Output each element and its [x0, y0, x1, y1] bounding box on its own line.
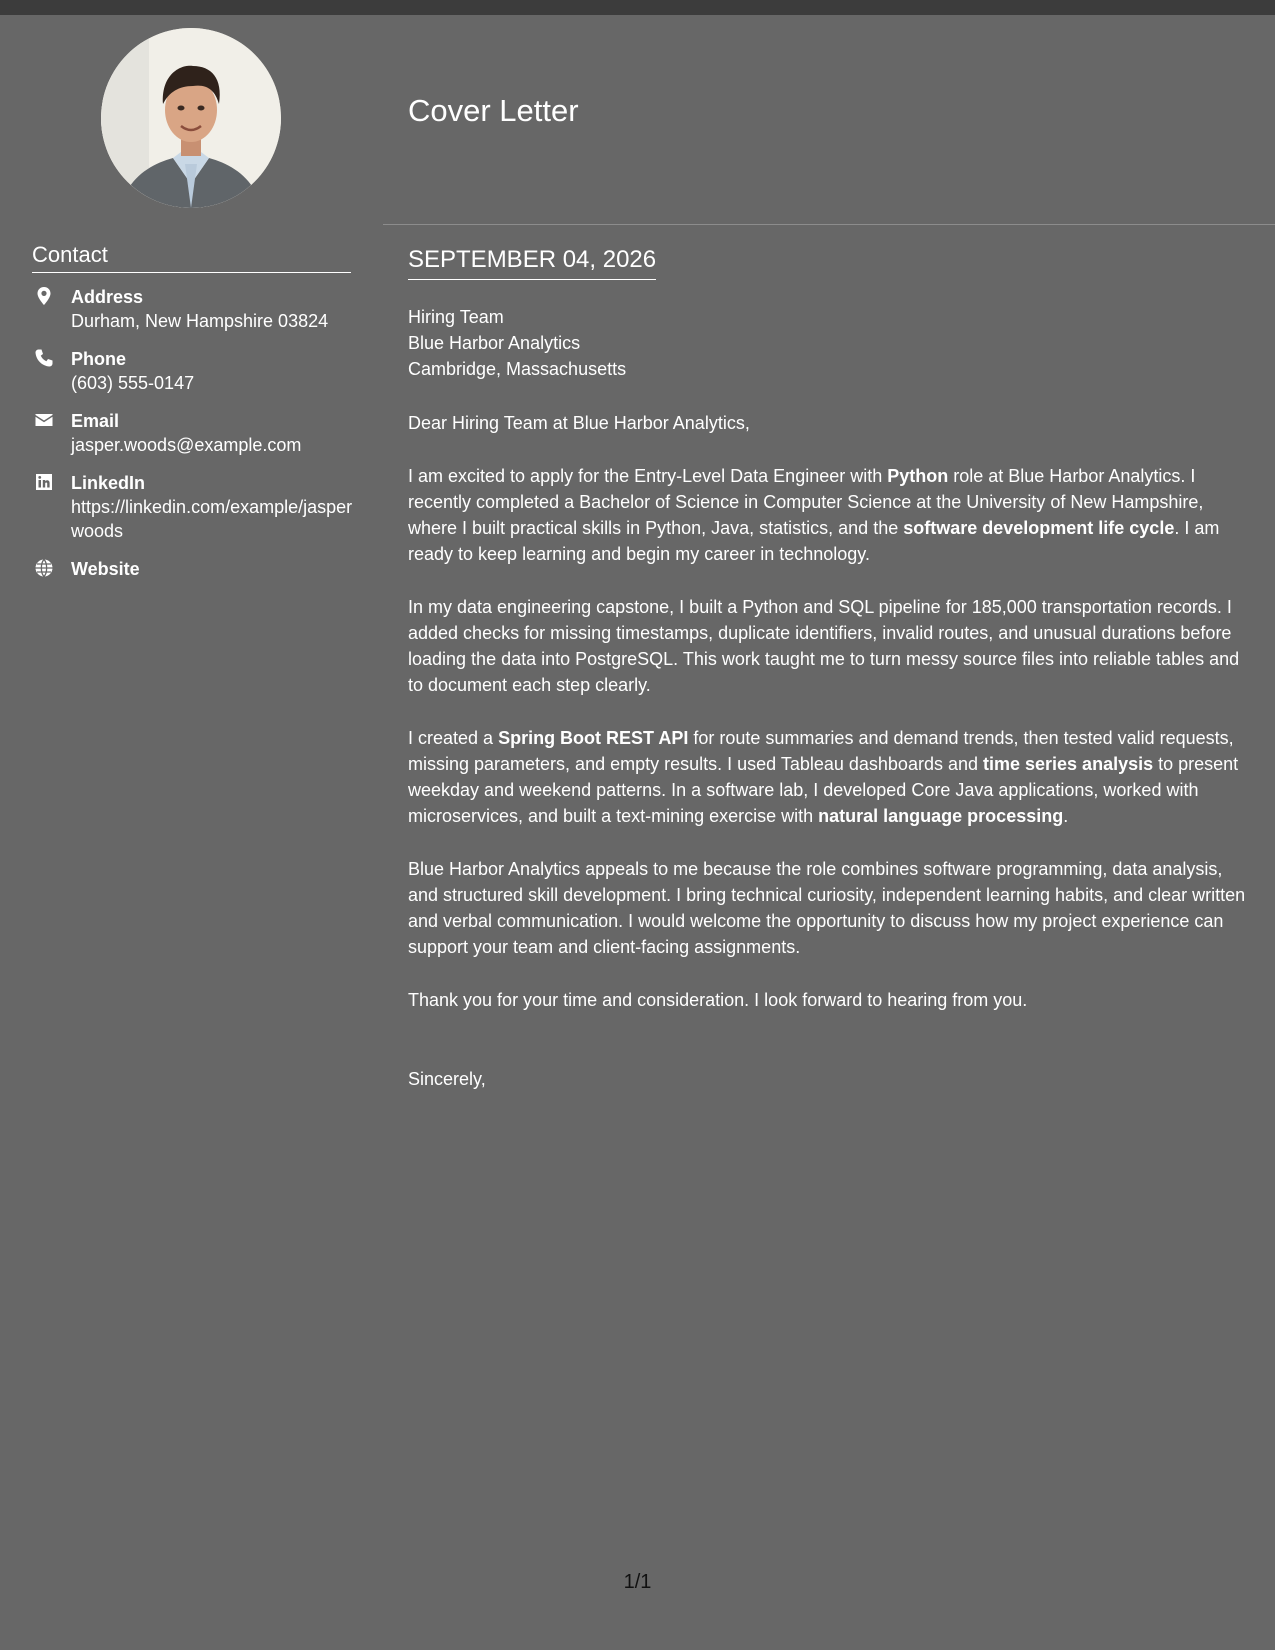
header-divider [383, 224, 1275, 225]
recipient-line: Cambridge, Massachusetts [408, 359, 627, 379]
text-run: to present weekday and weekend patterns. In a software lab, I developed Core Java applications, worked with microservices, and built a text-mining exercise with [408, 754, 1239, 826]
page-title: Cover Letter [408, 93, 579, 128]
contact-label: LinkedIn [71, 473, 146, 493]
top-bar [0, 0, 1275, 15]
text-run: . I am ready to keep learning and begin my career in technology. [408, 518, 1220, 564]
letter-body [383, 15, 1275, 1650]
contact-item-website [32, 557, 362, 581]
paragraph-motivation: Blue Harbor Analytics appeals to me because the role combines software programming, data analysis, and structured skill development. I bring technical curiosity, independent learning habits, and clear written and verbal communication. I would welcome the opportunity to discuss how my project experience can support your team and client-facing assignments. [408, 859, 1246, 957]
contact-label: Phone [71, 349, 127, 369]
closing: Sincerely, [408, 1069, 486, 1089]
bold-text: software development life cycle [903, 518, 1175, 538]
globe-icon [34, 558, 54, 578]
contact-label: Website [71, 559, 140, 579]
linkedin-icon [34, 472, 54, 492]
text-run: role at Blue Harbor Analytics. I recently completed a Bachelor of Science in Computer Science at the University of New Hampshire, where I built practical skills in Python, Java, statistics, and the [408, 466, 1204, 538]
sidebar [0, 15, 383, 1650]
contact-heading: Contact [32, 241, 351, 273]
paragraph-projects [408, 725, 1253, 829]
contact-label: Address [71, 287, 144, 307]
text-run: I am excited to apply for the Entry-Level Data Engineer with [408, 466, 888, 486]
bold-text: time series analysis [983, 754, 1154, 774]
location-pin-icon [34, 286, 54, 306]
contact-value: Durham, New Hampshire 03824 [71, 311, 329, 331]
salutation: Dear Hiring Team at Blue Harbor Analytics, [408, 413, 750, 433]
bold-text: Spring Boot REST API [498, 728, 689, 748]
avatar [101, 28, 281, 208]
contact-item-phone [32, 347, 362, 395]
page-number: 1/1 [623, 1571, 652, 1593]
contact-item-linkedin [32, 471, 362, 543]
contact-item-email [32, 409, 362, 457]
recipient-block [408, 304, 626, 382]
contact-item-address [32, 285, 362, 333]
recipient-line: Hiring Team [408, 307, 504, 327]
text-run: I created a [408, 728, 499, 748]
paragraph-capstone: In my data engineering capstone, I built a Python and SQL pipeline for 185,000 transportation records. I added checks for missing timestamps, duplicate identifiers, invalid routes, and unusual durations before loading the data into PostgreSQL. This work taught me to turn messy source files into reliable tables and to document each step clearly. [408, 597, 1240, 695]
email-link[interactable]: jasper.woods@example.com [71, 435, 302, 455]
envelope-icon [34, 410, 54, 430]
text-run: for route summaries and demand trends, then tested valid requests, missing parameters, and empty results. I used Tableau dashboards and [408, 728, 1234, 774]
contact-list [32, 285, 362, 595]
contact-value: (603) 555-0147 [71, 373, 195, 393]
letter-date: SEPTEMBER 04, 2026 [408, 245, 656, 280]
bold-text: Python [887, 466, 949, 486]
profile-photo [101, 28, 281, 208]
paragraph-thanks: Thank you for your time and consideration. I look forward to hearing from you. [408, 990, 1028, 1010]
phone-icon [34, 348, 54, 368]
recipient-line: Blue Harbor Analytics [408, 333, 581, 353]
letter-content [408, 410, 1253, 1119]
bold-text: natural language processing [818, 806, 1064, 826]
contact-label: Email [71, 411, 120, 431]
paragraph-intro [408, 463, 1253, 567]
text-run: . [1063, 806, 1069, 826]
linkedin-link[interactable]: https://linkedin.com/example/jasperwoods [71, 497, 353, 541]
